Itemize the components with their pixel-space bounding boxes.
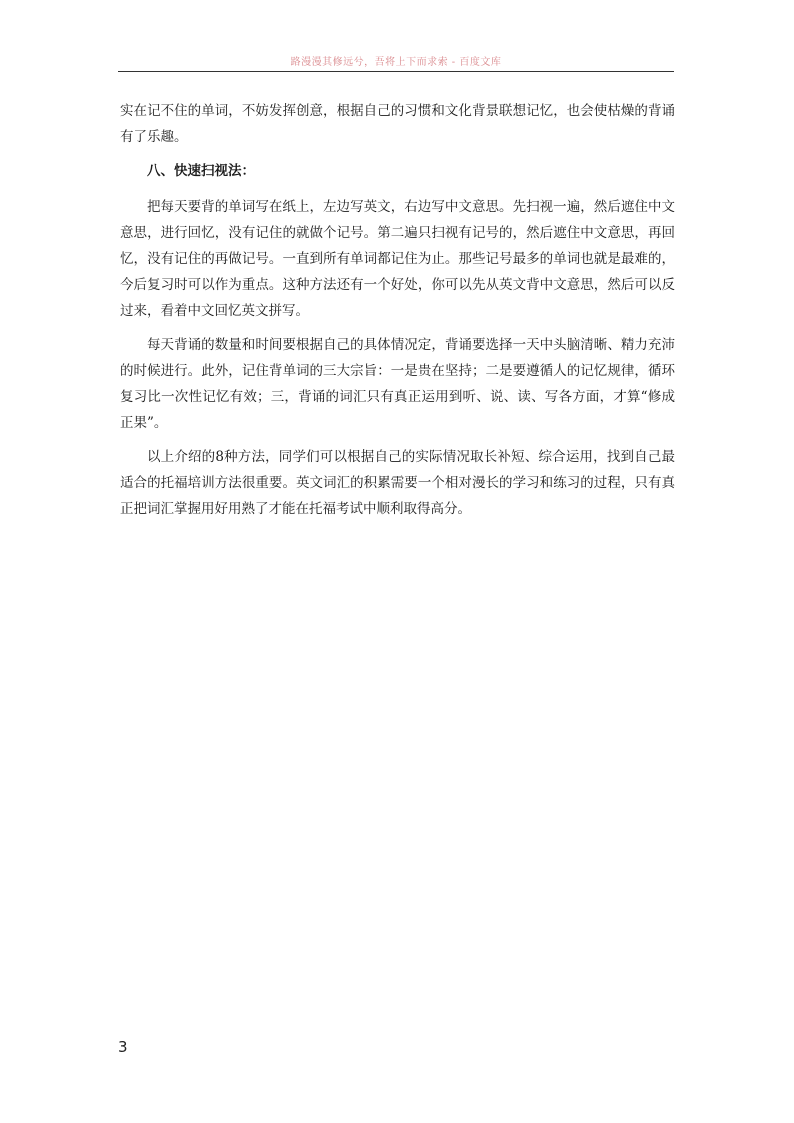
paragraph-conclusion: 以上介绍的8种方法，同学们可以根据自己的实际情况取长补短、综合运用，找到自己最适合的托福培训方法很重要。英文词汇的积累需要一个相对漫长的学习和练习的过程，只有真正把词汇掌握用好用熟了才能在托福考试中顺利取得高分。 (120, 449, 675, 517)
spacer (120, 436, 675, 444)
spacer (120, 150, 675, 158)
paragraph-daily-quantity: 每天背诵的数量和时间要根据自己的具体情况定，背诵要选择一天中头脑清晰、精力充沛的时候进行。此外，记住背单词的三大宗旨：一是贵在坚持；二是要遵循人的记忆规律，循环复习比一次性记忆有效；三，背诵的词汇只有真正运用到听、说、读、写各方面，才算“修成正果”。 (120, 337, 675, 431)
page-header: 路漫漫其修远兮，吾将上下而求索 - 百度文库 (290, 57, 502, 68)
paragraph-scan-method: 把每天要背的单词写在纸上，左边写英文，右边写中文意思。先扫视一遍，然后遮住中文意思，进行回忆，没有记住的就做个记号。第二遍只扫视有记号的，然后遮住中文意思，再回忆，没有记住的再做记号。一直到所有单词都记住为止。那些记号最多的单词也就是最难的，今后复习时可以作为重点。这种方法还有一个好处，你可以先从英文背中文意思，然后可以反过来，看着中文回忆英文拼写。 (120, 199, 675, 319)
spacer (120, 324, 675, 332)
document-body (120, 98, 675, 522)
header-rule (118, 71, 674, 72)
paragraph-continued: 实在记不住的单词，不妨发挥创意，根据自己的习惯和文化背景联想记忆，也会使枯燥的背诵有了乐趣。 (120, 103, 675, 145)
spacer (120, 184, 675, 194)
section-heading: 八、快速扫视法： (147, 163, 255, 179)
page-number: 3 (118, 1038, 128, 1056)
